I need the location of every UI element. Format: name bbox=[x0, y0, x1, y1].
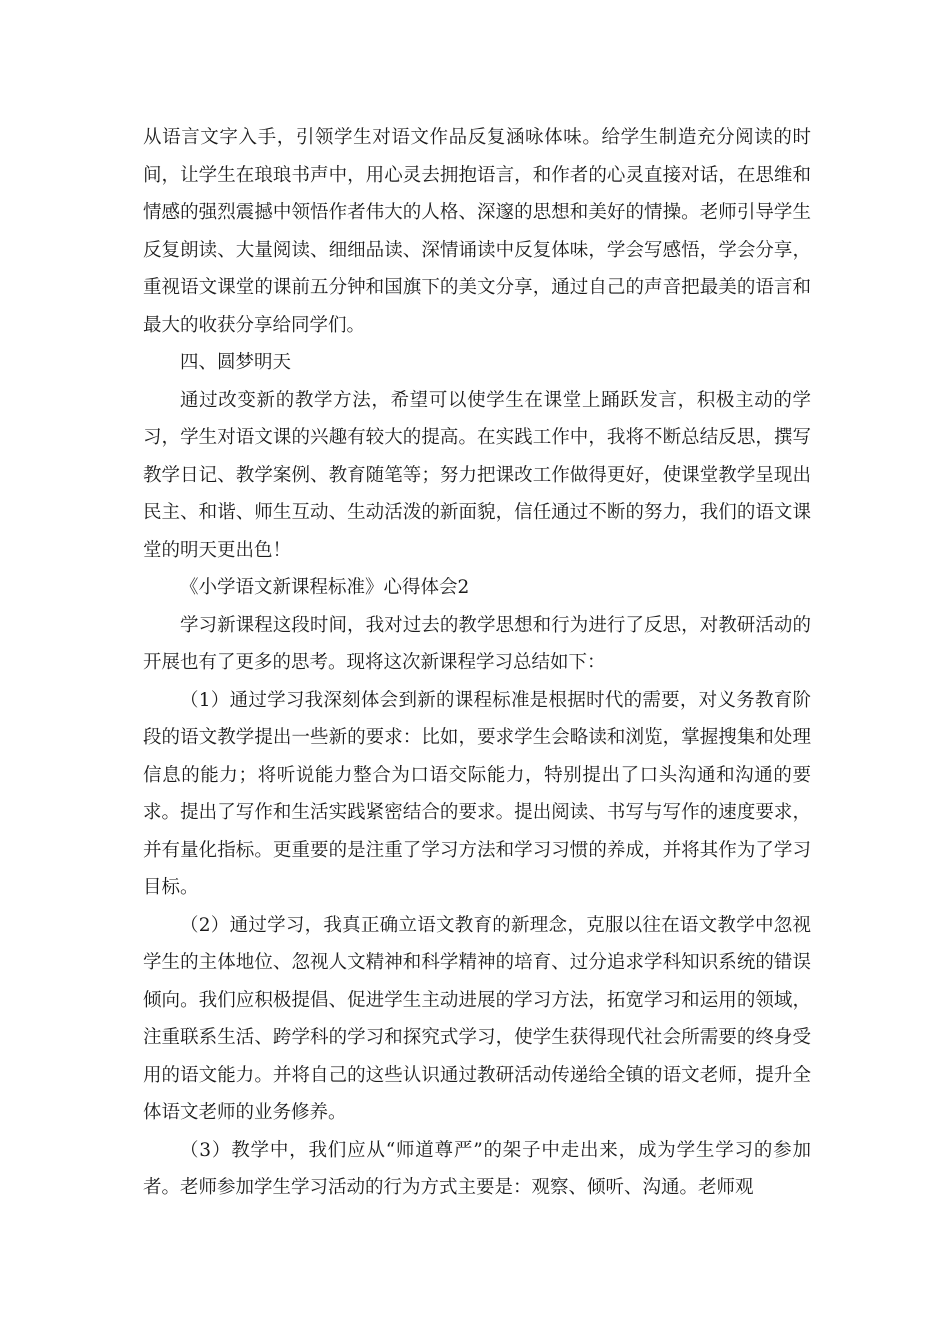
article-title: 《小学语文新课程标准》心得体会2 bbox=[180, 577, 470, 598]
section-heading: 四、圆梦明天 bbox=[180, 352, 292, 373]
numbered-paragraph-1: （1）通过学习我深刻体会到新的课程标准是根据时代的需要，对义务教育阶段的语文教学提出一些新的要求：比如，要求学生会略读和浏览，掌握搜集和处理信息的能力；将听说能力整合为口语交际能力，特别提出了口头沟通和沟通的要求。提出了写作和生活实践紧密结合的要求。提出阅读、书写与写作的速度要求，并有量化指标。更重要的是注重了学习方法和学习习惯的养成，并将其作为了学习目标。 bbox=[143, 689, 811, 898]
document-body bbox=[143, 119, 811, 1207]
paragraph: 通过改变新的教学方法，希望可以使学生在课堂上踊跃发言，积极主动的学习，学生对语文课的兴趣有较大的提高。在实践工作中，我将不断总结反思，撰写教学日记、教学案例、教育随笔等；努力把课改工作做得更好，使课堂教学呈现出民主、和谐、师生互动、生动活泼的新面貌，信任通过不断的努力，我们的语文课堂的明天更出色！ bbox=[143, 389, 811, 561]
paragraph-continuation: 从语言文字入手，引领学生对语文作品反复涵咏体味。给学生制造充分阅读的时间，让学生在琅琅书声中，用心灵去拥抱语言，和作者的心灵直接对话，在思维和情感的强烈震撼中领悟作者伟大的人格、深邃的思想和美好的情操。老师引导学生反复朗读、大量阅读、细细品读、深情诵读中反复体味，学会写感悟，学会分享，重视语文课堂的课前五分钟和国旗下的美文分享，通过自己的声音把最美的语言和最大的收获分享给同学们。 bbox=[143, 127, 811, 336]
numbered-paragraph-3: （3）教学中，我们应从“师道尊严”的架子中走出来，成为学生学习的参加者。老师参加学生学习活动的行为方式主要是：观察、倾听、沟通。老师观 bbox=[143, 1139, 811, 1198]
numbered-paragraph-2: （2）通过学习，我真正确立语文教育的新理念，克服以往在语文教学中忽视学生的主体地位、忽视人文精神和科学精神的培育、过分追求学科知识系统的错误倾向。我们应积极提倡、促进学生主动进展的学习方法，拓宽学习和运用的领域，注重联系生活、跨学科的学习和探究式学习，使学生获得现代社会所需要的终身受用的语文能力。并将自己的这些认识通过教研活动传递给全镇的语文老师，提升全体语文老师的业务修养。 bbox=[143, 914, 811, 1123]
paragraph: 学习新课程这段时间，我对过去的教学思想和行为进行了反思，对教研活动的开展也有了更多的思考。现将这次新课程学习总结如下： bbox=[143, 614, 811, 673]
